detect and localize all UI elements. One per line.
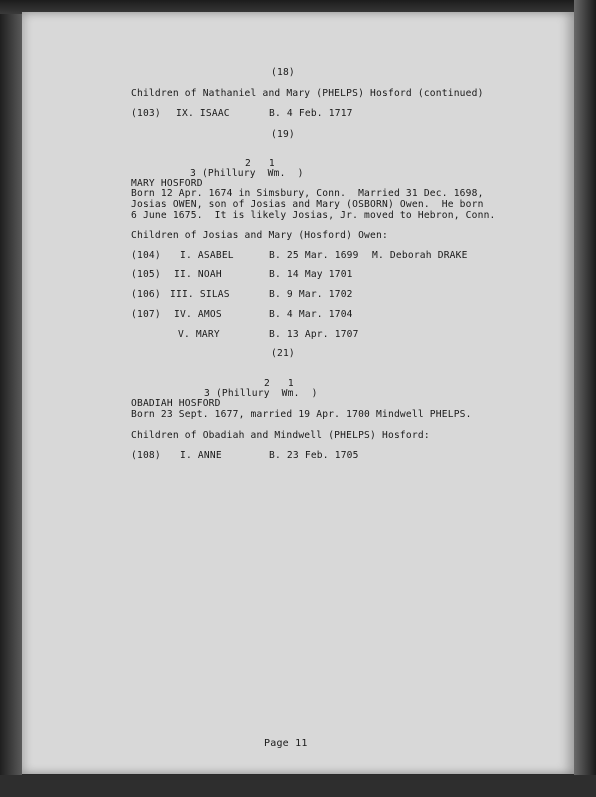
page-number: Page 11 — [264, 738, 308, 749]
subject-name: OBADIAH HOSFORD — [131, 398, 221, 409]
children-heading: Children of Obadiah and Mindwell (PHELPS) Hosford: — [131, 430, 430, 441]
child-id: (107) — [131, 309, 161, 320]
child-name: II. NOAH — [174, 269, 222, 280]
subject-name: MARY HOSFORD — [131, 178, 203, 189]
child-id: (104) — [131, 250, 161, 261]
child-name: I. ANNE — [180, 450, 222, 461]
bio-line: Born 23 Sept. 1677, married 19 Apr. 1700 Mindwell PHELPS. — [131, 409, 472, 420]
section-number-21: (21) — [271, 348, 295, 359]
child-born: B. 14 May 1701 — [269, 269, 353, 280]
child-married: M. Deborah DRAKE — [372, 250, 468, 261]
child-born: B. 13 Apr. 1707 — [269, 329, 359, 340]
entry-born: B. 4 Feb. 1717 — [269, 108, 353, 119]
child-id: (108) — [131, 450, 161, 461]
bio-line: 6 June 1675. It is likely Josias, Jr. moved to Hebron, Conn. — [131, 210, 496, 221]
child-name: III. SILAS — [170, 289, 230, 300]
children-heading: Children of Josias and Mary (Hosford) Owen: — [131, 230, 388, 241]
child-born: B. 4 Mar. 1704 — [269, 309, 353, 320]
entry-name: IX. ISAAC — [176, 108, 230, 119]
child-name: IV. AMOS — [174, 309, 222, 320]
section-18-heading: Children of Nathaniel and Mary (PHELPS) Hosford (continued) — [131, 88, 484, 99]
entry-id: (103) — [131, 108, 161, 119]
child-name: V. MARY — [178, 329, 220, 340]
bio-line: Josias OWEN, son of Josias and Mary (OSBORN) Owen. He born — [131, 199, 484, 210]
bio-line: Born 12 Apr. 1674 in Simsbury, Conn. Married 31 Dec. 1698, — [131, 188, 484, 199]
scan-edge-left — [0, 0, 22, 797]
section-number-18: (18) — [271, 67, 295, 78]
generation-line: 3 (Phillury Wm. ) — [190, 168, 304, 179]
child-id: (106) — [131, 289, 161, 300]
child-id: (105) — [131, 269, 161, 280]
child-born: B. 23 Feb. 1705 — [269, 450, 359, 461]
section-number-19: (19) — [271, 129, 295, 140]
generation-superscripts: 2 1 — [264, 378, 294, 389]
generation-line: 3 (Phillury Wm. ) — [204, 388, 318, 399]
scan-edge-bottom — [0, 775, 596, 797]
child-name: I. ASABEL — [180, 250, 234, 261]
child-born: B. 9 Mar. 1702 — [269, 289, 353, 300]
generation-superscripts: 2 1 — [245, 158, 275, 169]
scan-edge-right — [574, 0, 596, 797]
child-born: B. 25 Mar. 1699 — [269, 250, 359, 261]
